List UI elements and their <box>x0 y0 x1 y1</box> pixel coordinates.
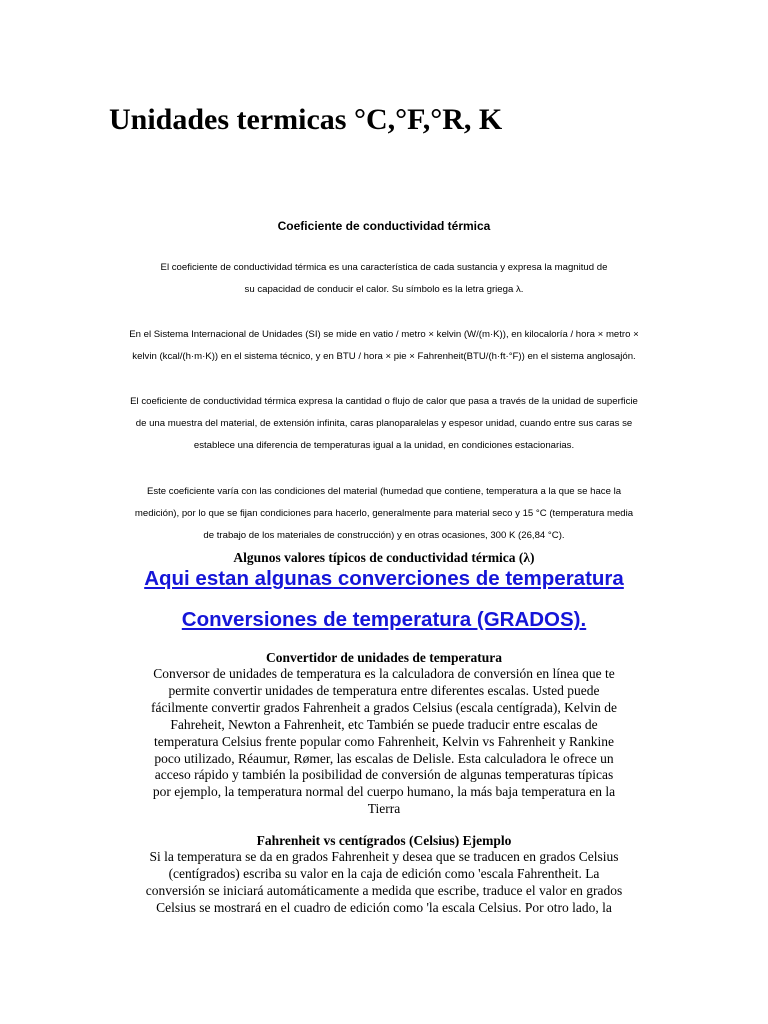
paragraph-line: establece una diferencia de temperaturas igual a la unidad, en condiciones estacionarias. <box>193 440 575 451</box>
paragraph-line: de trabajo de los materiales de construcción) y en otras ocasiones, 300 K (26,84 °C). <box>203 530 565 541</box>
conductivity-paragraph-2 <box>100 324 668 368</box>
paragraph-line: poco utilizado, Réaumur, Rømer, las escalas de Delisle. Esta calculadora le ofrece un <box>154 750 614 766</box>
paragraph-line: Conversor de unidades de temperatura es la calculadora de conversión en línea que te <box>153 666 615 681</box>
converter-paragraph <box>112 666 656 818</box>
paragraph-line: Este coeficiente varía con las condiciones del material (humedad que contiene, temperatura a la que se hace la <box>146 486 622 497</box>
temperature-degrees-link[interactable]: Conversiones de temperatura (GRADOS). <box>181 608 587 631</box>
converter-heading: Convertidor de unidades de temperatura <box>266 650 502 665</box>
paragraph-line: Tierra <box>367 801 401 817</box>
paragraph-line: El coeficiente de conductividad térmica expresa la cantidad o flujo de calor que pasa a través de la unidad de superficie <box>130 396 638 407</box>
conductivity-paragraph-4 <box>100 481 668 547</box>
conductivity-paragraph-1 <box>100 257 668 301</box>
paragraph-line: temperatura Celsius frente popular como Fahrenheit, Kelvin vs Fahrenheit y Rankine <box>154 733 614 749</box>
conductivity-heading: Coeficiente de conductividad térmica <box>277 219 491 233</box>
paragraph-line: su capacidad de conducir el calor. Su símbolo es la letra griega λ. <box>244 284 524 295</box>
example-paragraph <box>112 849 656 917</box>
typical-values-heading: Algunos valores típicos de conductividad térmica (λ) <box>233 550 535 565</box>
paragraph-line: Celsius se mostrará en el cuadro de edición como 'la escala Celsius. Por otro lado, la <box>156 899 612 915</box>
example-heading: Fahrenheit vs centígrados (Celsius) Ejemplo <box>256 833 512 848</box>
page-title: Unidades termicas °C,°F,°R, K <box>109 103 503 136</box>
paragraph-line: acceso rápido y también la posibilidad de conversión de algunas temperaturas típicas <box>154 767 614 783</box>
paragraph-line: permite convertir unidades de temperatura entre diferentes escalas. Usted puede <box>168 682 600 698</box>
conductivity-paragraph-3 <box>100 391 668 457</box>
paragraph-line: Fahreheit, Newton a Fahrenheit, etc También se puede traducir entre escalas de <box>170 716 598 732</box>
paragraph-line: por ejemplo, la temperatura normal del cuerpo humano, la más baja temperatura en la <box>152 784 616 800</box>
paragraph-line: de una muestra del material, de extensión infinita, caras planoparalelas y espesor unidad, cuando entre sus caras se <box>135 418 633 429</box>
paragraph-line: El coeficiente de conductividad térmica es una característica de cada sustancia y expresa la magnitud de <box>160 262 608 273</box>
paragraph-line: fácilmente convertir grados Fahrenheit a grados Celsius (escala centígrada), Kelvin de <box>151 699 617 715</box>
paragraph-line: kelvin (kcal/(h·m·K)) en el sistema técnico, y en BTU / hora × pie × Fahrenheit(BTU/(h·ft·°F)) en el sistema anglosajón. <box>132 351 636 362</box>
paragraph-line: En el Sistema Internacional de Unidades (SI) se mide en vatio / metro × kelvin (W/(m·K)), en kilocaloría / hora × metro × <box>129 329 639 340</box>
paragraph-line: conversión se iniciará automáticamente a medida que escribe, traduce el valor en grados <box>145 882 623 898</box>
temperature-conversions-link[interactable]: Aqui estan algunas converciones de temperatura <box>144 567 624 590</box>
paragraph-line: medición), por lo que se fijan condiciones para hacerlo, generalmente para material seco y 15 °C (temperatura media <box>134 508 634 519</box>
paragraph-line: Si la temperatura se da en grados Fahrenheit y desea que se traducen en grados Celsius <box>149 849 619 864</box>
paragraph-line: (centígrados) escriba su valor en la caja de edición como 'escala Fahrentheit. La <box>168 865 600 881</box>
